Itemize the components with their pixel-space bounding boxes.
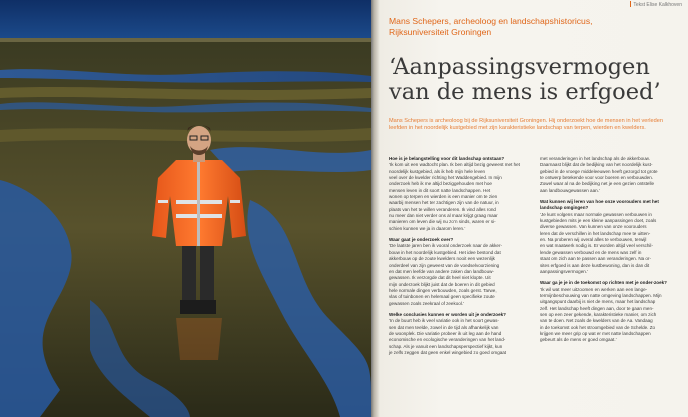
interview-answer-line: lende gewassen verbouwd en de mens was zelf in	[540, 249, 642, 255]
interview-answer-line: bouw in het noordelijk kustgebied. Het idee bestond dat	[389, 249, 501, 255]
interview-answer-line: leren dat de verschillen in het landschap mee te uitten-	[540, 230, 651, 236]
interview-answer-line: gebied in de vroege middeleeuwen heeft gezorgd tot grote	[540, 168, 658, 174]
interview-answer-line: schap. Als je vanuit een landschapsperspectief kijkt, kun	[389, 343, 503, 349]
interview-answer-line: krijgen we meer grip op wat er met natte landschappen	[540, 330, 651, 336]
interview-answer-line: sen op een zeer gekende, karakteristieke manier, om zich	[540, 311, 657, 317]
interview-answer-line: veel over de kwelder richting het Waddengebied. In mijn	[389, 175, 502, 181]
interview-answer-line: Zowel waar al na de bedijking net je een gezien ontstelle	[540, 181, 654, 187]
headline-line-1: ‘Aanpassingsvermogen	[389, 54, 650, 80]
interview-answer-line: ‘Ik wil wat meer uitzoomen en werken aan een lange-	[540, 286, 648, 292]
interview-answer-line: plaats van het te willen veranderen. Ik vind alles rond	[389, 206, 496, 212]
article-page	[380, 0, 688, 417]
interview-answer-line: zelf. Het landschap heeft dingen aan, door te gaan men-	[540, 305, 654, 311]
interview-answer-line: ‘De laatste jaren ben ik vooral onderzoek naar de akker-	[389, 243, 502, 249]
interview-question: Waar ga je je in de toekomst op richten met je onder-zoek?	[540, 280, 667, 286]
article-headline	[389, 55, 685, 105]
interview-answer-line: diverse gewassen. Van kunnen van onze voorouders	[540, 224, 647, 230]
subject-kicker: Mans Schepers, archeoloog en landschapshistoricus, Rijksuniversiteit Groningen	[389, 16, 593, 37]
interview-answer-line: noordelijk kustgebied, als ik heb mijn hele leven	[389, 168, 486, 174]
page-gutter	[371, 0, 380, 417]
headline-line-2: van de mens is erfgoed’	[389, 79, 661, 105]
interview-answer-line: aanpassingsvermogen.’	[540, 268, 589, 274]
interview-answer-line: sen dat men teelde, zowel in de tijd als afhankelijk van	[389, 324, 499, 330]
interview-answer-line: gebeurt als de mens er goed omgaat.’	[540, 337, 617, 343]
credit-label: Tekst Elise Kalkhoven	[633, 2, 682, 8]
interview-answer-line: ‘In de buurt heb ik veel variatie ook in het soort gewas-	[389, 318, 499, 324]
interview-answer-line: je zelfs zeggen dat geen enkel wingebied zo goed omgaat	[389, 349, 507, 355]
interview-answer-line: waarbij mensen het ter zachtigen zijn van de natuur, in	[389, 200, 499, 206]
interview-answer-line: manieren om leven die wij nu zo’n sinds, waren er si-	[389, 219, 496, 225]
interview-answer-line: en dat men leefde van andere zaken dan landbouw-	[389, 268, 494, 274]
interview-answer-line: ‘Ik kom uit een wadtocht plan. Ik ben altijd bezig geweest met het	[389, 162, 520, 168]
author-credit	[630, 1, 682, 8]
interview-answer-line: akkerbouw op de zoute kwelders nooit een wezenlijk	[389, 256, 495, 262]
interview-answer-line: wonen op terpen en wierden is een manier om te zien	[389, 194, 498, 200]
interview-answer-line: gewassen. Ik verzorgde dat dit heel niet klopte. Uit	[389, 275, 491, 281]
interview-answer-line: onderdeel van zijn geweest van de voedselvoorziening	[389, 262, 500, 268]
interview-answer-line: economische en ecologische veranderingen van het land-	[389, 337, 506, 343]
interview-answer-line: met veranderingen in het landschap als de akkerbouw.	[540, 156, 650, 161]
credit-bar	[630, 1, 631, 7]
interview-answer-line: de woonplek. Die variatie probeer ik uit leg aan de hand	[389, 330, 502, 336]
interview-answer-line: te ontwerp betekende voor voor boeren en verbouwden.	[540, 175, 653, 181]
interview-answer-line: nu meer dan niet verder ons al maar krijgt graag maar	[389, 213, 498, 219]
interview-answer-line: en wat maatwerk nodig is. Er worden altijd veel verschil-	[540, 243, 653, 249]
interview-answer-line: Daarnaast blijkt dat de bedijking van het noordelijk kust-	[540, 162, 653, 168]
interview-answer-line: onderzoek heb ik me altijd beziggehouden met hoe	[389, 181, 492, 187]
interview-question: Welke conclusies kunnen er worden uit je onderzoek?	[389, 311, 506, 317]
interview-answer-line: van te doen. Net zoals de kwelders van de Aa. Vandaag	[540, 318, 653, 324]
interview-answer-line: hele normale dingen verbouwden, zoals gerst. Tarwe,	[389, 287, 497, 293]
interview-question: Wat kunnen wij leren van hoe onze voorouders met het landschap omgingen?	[540, 199, 659, 211]
interview-answer-line: mensen leven in dit soort natte landschappen. Het	[389, 187, 491, 193]
interview-answer-line: ‘Je kunt volgens maar normale gewassen verbouwen in	[540, 211, 652, 217]
interview-answer-line: termijnbeschouwing van natte omgeving landschappen. Mijn	[540, 292, 662, 298]
interview-answer-line: kustgebieden mits je een kleine aanpassingen doet, zoals	[540, 218, 657, 224]
interview-question: Hoe is je belangstelling voor dit landschap ontstaan?	[389, 156, 505, 161]
article-column-1	[389, 156, 529, 356]
interview-answer-line: in de toekomst ook het stroomgebied van de Schelde. Zo	[540, 324, 656, 330]
interview-answer-line: gewassen zoals zeekraal of zeekool.’	[389, 300, 465, 306]
interview-answer-line: aan landbouwgewassen aan.’	[540, 187, 600, 193]
interview-answer-line: schien kunnen we ja in daarom leren.’	[389, 225, 466, 231]
article-lead: Mans Schepers is archeoloog bij de Rijksuniversiteit Groningen. Hij onderzoekt hoe de mensen in het verleden leefden in het noordelijk kustgebied met zijn karakteristieke landschap van terpen, wierden en kwelders.	[389, 118, 663, 132]
interview-answer-line: vlas of tuinbonen en helemaal geen specifieke zoute	[389, 294, 495, 300]
interview-answer-line: sites erfgoed is aan deze kustbewoning, dan is dan dit	[540, 262, 650, 268]
interview-answer-line: uitgangspunt daarbij is niet de mens, maar het landschap	[540, 299, 656, 305]
interview-question: Waar gaat je onderzoek over?	[389, 237, 454, 243]
interview-answer-line: en. Na proberen wij overal alles te verbouwen, terwijl	[540, 237, 647, 243]
interview-answer-line: staat om zich aan te passen aan veranderingen. Na or-	[540, 256, 651, 262]
interview-answer-line: mijn onderzoek blijkt juist dat de boeren in dit gebied	[389, 281, 495, 287]
article-column-2	[540, 156, 682, 344]
